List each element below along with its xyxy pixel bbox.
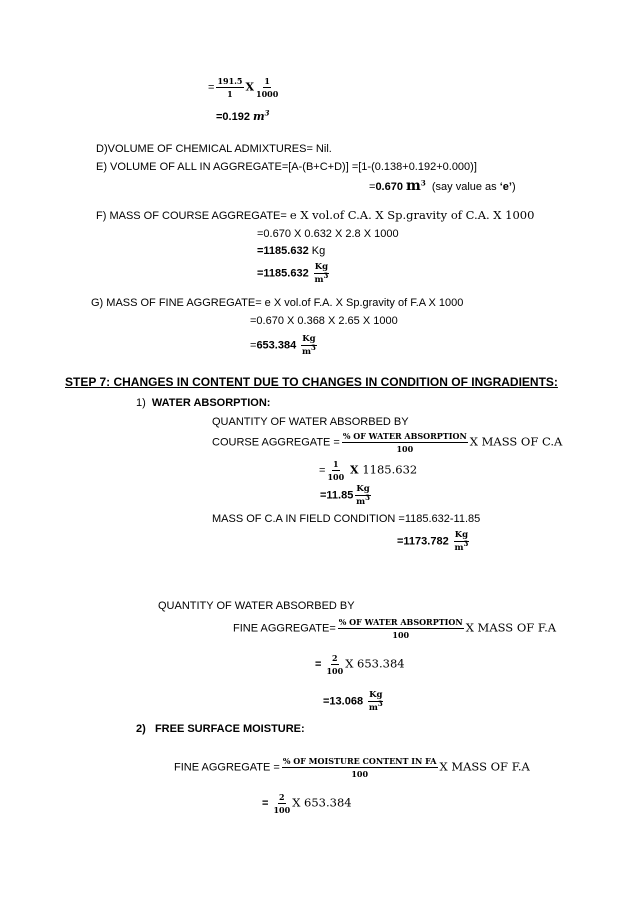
result-value: =13.068 — [323, 695, 367, 708]
section-d: D)VOLUME OF CHEMICAL ADMIXTURES= Nil. — [96, 143, 332, 155]
section-g-result — [250, 334, 319, 357]
fraction-denominator: 1 — [227, 89, 233, 99]
field-condition-line: MASS OF C.A IN FIELD CONDITION =1185.632-11.85 — [212, 513, 481, 525]
item-number: 1) — [136, 397, 146, 409]
fraction — [273, 792, 290, 815]
section-e-result — [369, 179, 516, 194]
water-absorption-title — [136, 396, 270, 410]
result-value: =1173.782 — [397, 535, 452, 548]
fraction — [327, 459, 344, 482]
fraction — [326, 653, 343, 676]
fraction-numerator: 1 — [333, 459, 339, 469]
section-f-result-kgm3 — [257, 262, 331, 285]
section-f-result-kg — [257, 244, 325, 258]
section-f-formula: e X vol.of C.A. X Sp.gravity of C.A. X 1000 — [289, 208, 535, 222]
fraction-denominator: 1000 — [256, 89, 279, 99]
fraction-numerator: 1 — [264, 76, 270, 86]
unit-base: m — [454, 543, 464, 553]
formula-mass: X MASS OF C.A — [469, 434, 563, 449]
fraction-numerator: 2 — [332, 653, 338, 663]
equals-sign: = — [315, 658, 325, 671]
unit-base: m — [314, 275, 324, 285]
formula-label: FINE AGGREGATE= — [233, 622, 336, 635]
unit-power: 3 — [311, 343, 316, 353]
fraction-numerator: % OF MOISTURE CONTENT IN FA — [282, 756, 437, 766]
fraction-denominator: 100 — [396, 444, 414, 454]
fraction-numerator: 191.5 — [217, 76, 243, 86]
unit-denominator — [368, 699, 383, 713]
unit-base: m — [356, 497, 366, 507]
unit-denominator — [302, 343, 316, 357]
equals-sign: = — [262, 797, 272, 810]
fraction — [216, 76, 243, 99]
fraction — [256, 76, 278, 99]
water-fa-result — [323, 690, 385, 713]
field-condition-result — [397, 530, 471, 553]
unit-numerator: Kg — [369, 690, 383, 700]
unit-denominator — [314, 271, 329, 285]
equals-sign: = — [208, 81, 215, 94]
result-value: =11.85 — [320, 489, 354, 502]
chem-result — [216, 110, 270, 124]
fraction-numerator: % OF WATER ABSORPTION — [342, 431, 467, 441]
unit-power: 3 — [377, 699, 383, 709]
result-value: =0.192 — [216, 111, 254, 123]
unit-numerator: Kg — [454, 530, 469, 540]
calc-value: 1185.632 — [362, 462, 418, 477]
section-g: G) MASS OF FINE AGGREGATE= e X vol.of F.A. X Sp.gravity of F.A X 1000 — [91, 297, 464, 309]
water-qty2-line: QUANTITY OF WATER ABSORBED BY — [158, 600, 355, 612]
water-fa-calc — [315, 653, 405, 676]
result-value: =1185.632 — [257, 267, 312, 280]
unit-fraction — [454, 530, 469, 553]
fraction-denominator: 100 — [326, 666, 344, 676]
water-ca-calc — [319, 459, 417, 482]
unit-numerator: Kg — [302, 334, 316, 344]
fraction-denominator: 100 — [273, 805, 291, 815]
unit-fraction — [355, 484, 370, 507]
unit: m — [406, 178, 421, 194]
section-g-calc: =0.670 X 0.368 X 2.65 X 1000 — [250, 315, 398, 327]
result-value: =1185.632 — [257, 245, 309, 257]
fraction-denominator: 100 — [327, 472, 345, 482]
moisture-fa-calc — [262, 792, 352, 815]
unit-numerator: Kg — [356, 484, 370, 494]
say-symbol: ‘e’ — [499, 181, 512, 193]
unit-denominator — [356, 493, 370, 507]
section-e: E) VOLUME OF ALL IN AGGREGATE=[A-(B+C+D)] =[1-(0.138+0.192+0.000)] — [96, 161, 477, 173]
chem-calc-line — [208, 76, 280, 99]
fraction — [282, 756, 438, 779]
unit: Kg — [308, 245, 326, 257]
moisture-fa-formula — [174, 756, 530, 779]
equals-sign: = — [250, 339, 257, 352]
item-title: WATER ABSORPTION: — [151, 397, 271, 409]
unit-power: 3 — [365, 493, 370, 503]
calc-value: X 653.384 — [345, 656, 405, 671]
fraction-denominator: 100 — [392, 630, 410, 640]
calc-value: X 653.384 — [292, 795, 352, 810]
multiply-sign: X — [245, 80, 255, 94]
fraction — [338, 617, 464, 640]
fraction — [342, 431, 468, 454]
water-fa-formula — [233, 617, 556, 640]
unit-power: 3 — [264, 108, 270, 118]
unit-power: 3 — [420, 178, 426, 188]
result-value: 0.670 — [375, 181, 407, 193]
result-value: 653.384 — [256, 339, 300, 352]
water-qty-line: QUANTITY OF WATER ABSORBED BY — [212, 416, 409, 428]
unit-fraction — [314, 262, 329, 285]
equals-sign: = — [319, 464, 326, 477]
unit-fraction — [301, 334, 316, 357]
unit-base: m — [302, 347, 311, 357]
formula-mass: X MASS OF F.A — [439, 759, 530, 774]
unit-fraction — [368, 690, 383, 713]
item-number: 2) — [136, 723, 146, 735]
fraction-denominator: 100 — [351, 769, 369, 779]
step-7-heading: STEP 7: CHANGES IN CONTENT DUE TO CHANGES IN CONDITION OF INGRADIENTS: — [65, 375, 558, 389]
say-note: (say value as — [431, 181, 500, 193]
surface-moisture-title — [136, 722, 305, 736]
water-ca-formula — [212, 431, 562, 454]
unit-base: m — [368, 703, 378, 713]
equals-sign: = — [369, 181, 376, 193]
section-f — [96, 208, 534, 223]
unit-power: 3 — [323, 271, 329, 281]
formula-label: COURSE AGGREGATE = — [212, 436, 340, 449]
unit-denominator — [454, 539, 469, 553]
unit-numerator: Kg — [314, 262, 329, 272]
item-title: FREE SURFACE MOISTURE: — [154, 723, 305, 735]
water-ca-result — [320, 484, 373, 507]
section-f-label: F) MASS OF COURSE AGGREGATE= — [96, 210, 290, 222]
formula-label: FINE AGGREGATE = — [174, 761, 280, 774]
fraction-numerator: 2 — [279, 792, 285, 802]
fraction-numerator: % OF WATER ABSORPTION — [338, 617, 463, 627]
say-close: ) — [511, 181, 516, 193]
unit: m — [253, 110, 265, 123]
section-f-calc: =0.670 X 0.632 X 2.8 X 1000 — [257, 228, 399, 240]
multiply-sign: X — [346, 463, 363, 477]
unit-power: 3 — [463, 539, 469, 549]
formula-mass: X MASS OF F.A — [465, 620, 557, 635]
